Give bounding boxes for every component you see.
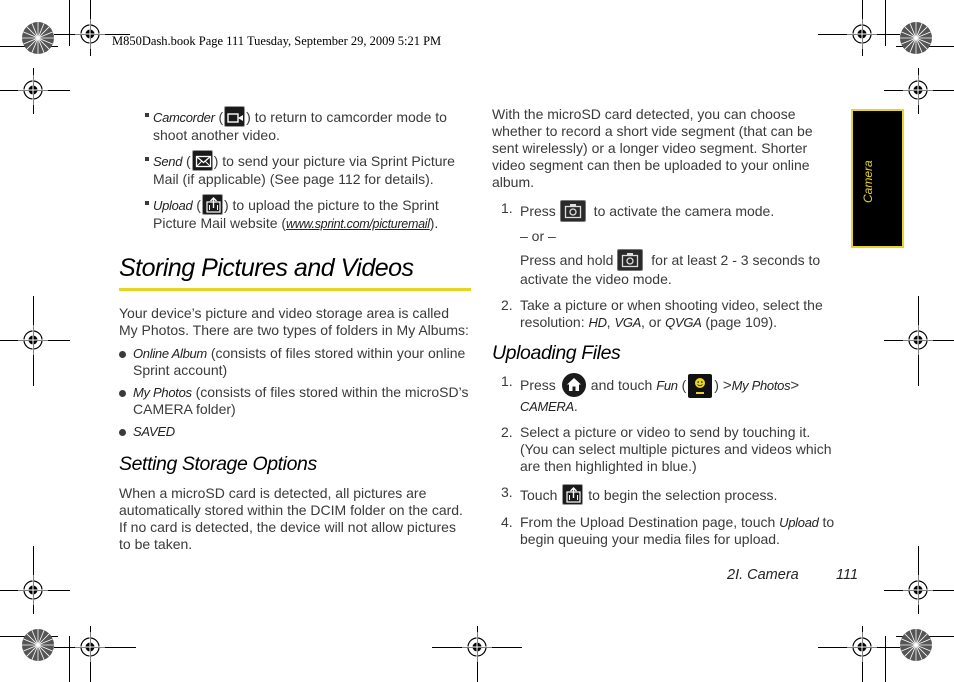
- home-icon: [562, 373, 586, 397]
- upload-step-2: [492, 424, 842, 475]
- subheading-storage: Setting Storage Options: [119, 453, 317, 475]
- folder-desc: (consists of files stored within your online Sprint account): [133, 345, 466, 378]
- folder-term: My Photos: [133, 385, 192, 400]
- step-text: Select a picture or video to send by touching it. (You can select multiple pictures and videos which are then highlighted in blue.): [520, 424, 832, 474]
- registration-mark-icon: [75, 632, 105, 662]
- my-photos-term: My Photos: [731, 378, 791, 393]
- crop-mark: [885, 636, 886, 682]
- right-column: [492, 106, 842, 548]
- starburst-mark-icon: [21, 628, 55, 662]
- list-item: [119, 345, 471, 379]
- option-text: ).: [429, 215, 439, 231]
- crop-mark: [69, 636, 70, 682]
- step-text: Touch: [520, 487, 558, 503]
- list-item: [119, 384, 471, 418]
- or-separator: – or –: [520, 228, 556, 244]
- registration-mark-icon: [903, 325, 933, 355]
- crop-mark: [885, 0, 886, 46]
- list-item: [119, 423, 471, 440]
- camera-folder-term: CAMERA: [520, 399, 574, 414]
- microsd-intro: With the microSD card detected, you can choose whether to record a short vide segment (that can be sent wirelessly) or a longer video segment. Shorter video segment can then be uploaded to your online album.: [492, 106, 813, 190]
- camcorder-icon: [224, 106, 245, 127]
- registration-mark-icon: [18, 575, 48, 605]
- folder-desc: (consists of files stored within the microSD’s CAMERA folder): [133, 384, 469, 417]
- step-text: , or: [641, 314, 666, 330]
- option-term: Send: [153, 154, 183, 169]
- step-text: (page 109).: [701, 314, 778, 330]
- page-number: 111: [836, 567, 859, 583]
- print-slug: M850Dash.book Page 111 Tuesday, September 29, 2009 5:21 PM: [112, 34, 442, 48]
- step-text: Take a picture or when shooting video, select the resolution:: [520, 297, 823, 330]
- option-text: ) to return to camcorder mode to shoot another video.: [153, 109, 447, 143]
- step-text: and touch: [590, 377, 657, 393]
- step-text: to begin queuing your media files for upload.: [520, 514, 835, 547]
- registration-mark-icon: [903, 575, 933, 605]
- storage-text: When a microSD card is detected, all pictures are automatically stored within the DCIM folder on the card. If no card is detected, the device will not allow pictures to be taken.: [119, 485, 463, 552]
- resolution-vga: VGA: [614, 315, 642, 330]
- step-2: [492, 297, 842, 331]
- starburst-mark-icon: [21, 21, 55, 55]
- step-number: 3.: [501, 484, 513, 500]
- step-number: 2.: [501, 424, 513, 440]
- step-1-alt: [492, 249, 842, 288]
- camera-key-icon: [617, 249, 643, 271]
- option-text: ) to upload the picture to the Sprint Picture Mail website (: [153, 197, 439, 231]
- option-paren: (: [214, 109, 224, 125]
- step-text: to begin the selection process.: [584, 487, 778, 503]
- step-text: .: [573, 398, 578, 414]
- storage-intro: Your device’s picture and video storage area is called My Photos. There are two types of folders in My Albums:: [119, 305, 469, 338]
- resolution-hd: HD: [588, 315, 607, 330]
- camera-key-icon: [560, 200, 586, 222]
- option-paren: (: [182, 153, 191, 169]
- step-text: for at least 2 - 3 seconds to activate the video mode.: [520, 252, 821, 287]
- upload-term: Upload: [779, 515, 819, 530]
- option-send: [119, 150, 471, 188]
- step-text: From the Upload Destination page, touch: [520, 514, 780, 530]
- step-number: 4.: [501, 514, 513, 530]
- step-text: (: [677, 377, 687, 393]
- step-text: Press: [520, 203, 556, 219]
- step-number: 2.: [501, 297, 513, 313]
- section-side-tab: [851, 109, 904, 248]
- crop-mark: [69, 0, 70, 46]
- registration-mark-icon: [903, 75, 933, 105]
- step-text: to activate the camera mode.: [589, 203, 775, 219]
- heading-rule: [119, 288, 471, 291]
- step-number: 1.: [501, 373, 513, 389]
- upload-step-4: [492, 514, 842, 548]
- option-term: Camcorder: [153, 110, 215, 125]
- subheading-uploading: Uploading Files: [492, 342, 621, 364]
- registration-mark-icon: [847, 19, 877, 49]
- path-separator: >: [790, 377, 800, 394]
- step-number: 1.: [501, 200, 513, 216]
- left-column: [119, 106, 471, 553]
- option-term: Upload: [153, 198, 193, 213]
- registration-mark-icon: [75, 19, 105, 49]
- folder-term: Online Album: [133, 346, 207, 361]
- resolution-qvga: QVGA: [665, 315, 702, 330]
- registration-mark-icon: [847, 632, 877, 662]
- envelope-icon: [192, 150, 213, 171]
- section-heading: Storing Pictures and Videos: [119, 254, 414, 282]
- step-text: Press and hold: [520, 252, 614, 268]
- option-upload: [119, 194, 471, 233]
- step-1: [492, 200, 842, 222]
- option-paren: (: [192, 197, 201, 213]
- step-text: ): [714, 377, 723, 393]
- folder-list: [119, 345, 471, 440]
- folder-term: SAVED: [133, 424, 175, 439]
- starburst-mark-icon: [899, 628, 933, 662]
- starburst-mark-icon: [899, 21, 933, 55]
- side-tab-label: Camera: [861, 160, 875, 203]
- picturemail-link[interactable]: www.sprint.com/picturemail: [286, 217, 430, 231]
- upload-icon: [202, 194, 223, 215]
- option-camcorder: [119, 106, 471, 144]
- upload-step-3: [492, 484, 842, 505]
- option-text: ) to send your picture via Sprint Picture Mail (if applicable) (See page 112 for details).: [153, 153, 455, 187]
- step-text: ,: [606, 314, 615, 330]
- path-separator: >: [722, 377, 732, 394]
- fun-icon: [688, 374, 712, 398]
- upload-step-1: [492, 373, 842, 415]
- step-text: Press: [520, 377, 556, 393]
- registration-mark-icon: [462, 632, 492, 662]
- fun-menu-term: Fun: [656, 378, 678, 393]
- registration-mark-icon: [18, 75, 48, 105]
- registration-mark-icon: [18, 325, 48, 355]
- upload-icon: [562, 484, 583, 505]
- footer-section: 2I. Camera: [727, 567, 799, 583]
